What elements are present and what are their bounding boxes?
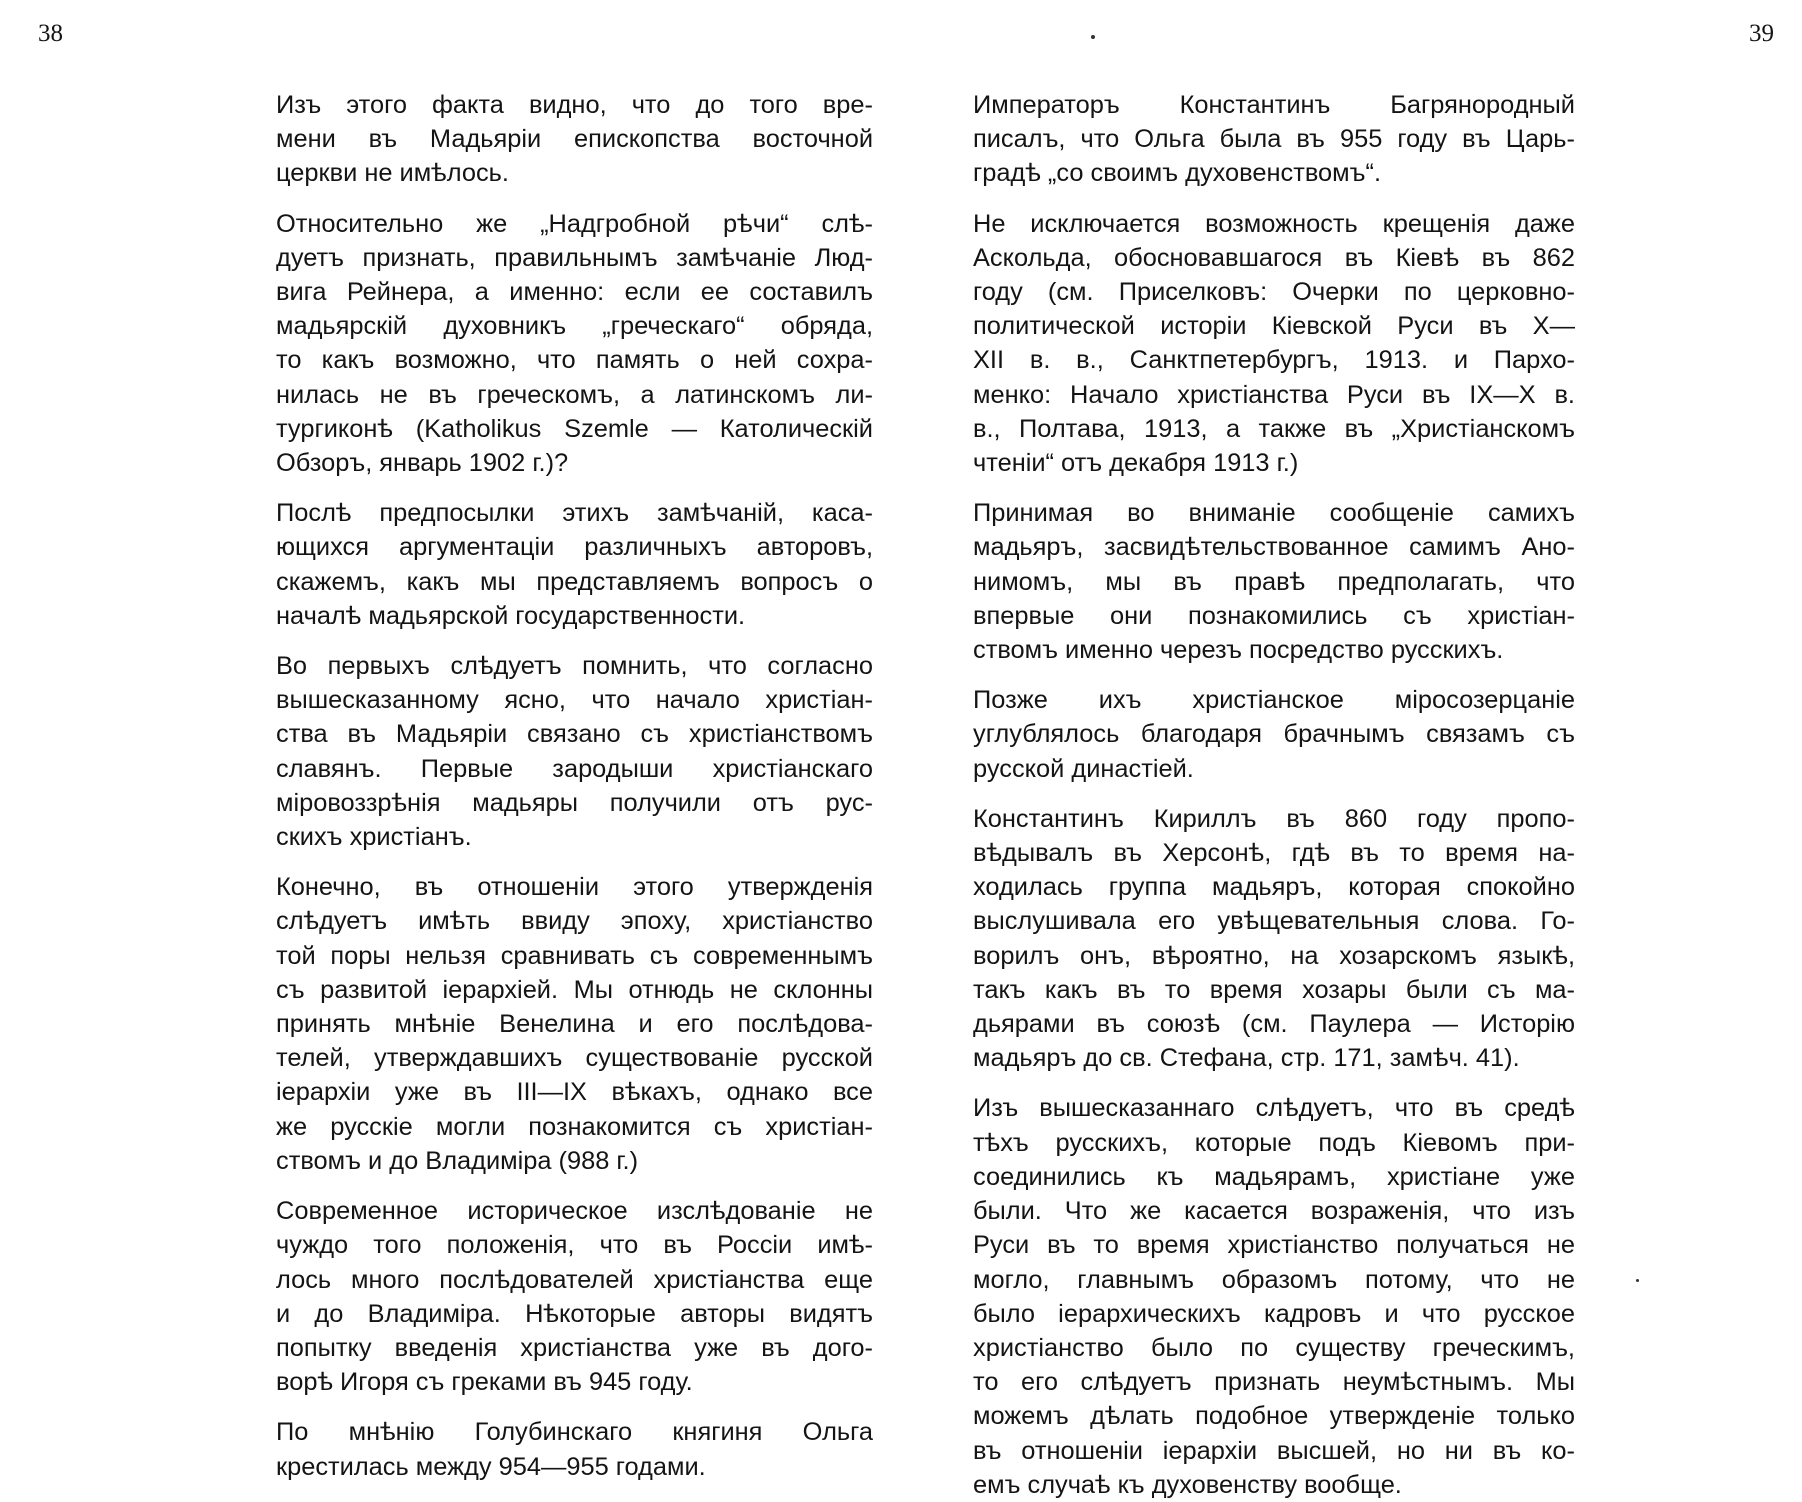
text-line: мадьяръ до св. Стефана, стр. 171, замѣч. 41). [973,1044,1520,1073]
text-line: и до Владиміра. Нѣкоторые авторы видятъ [276,1299,873,1328]
text-line: Конечно, въ отношеніи этого утвержденія [276,873,873,902]
text-line: ющихся аргументаціи различныхъ авторовъ, [276,533,873,562]
text-line: могло, главнымъ образомъ потому, что не [973,1265,1575,1294]
text-line: слѣдуетъ имѣть ввиду эпоху, христіанство [276,907,873,936]
text-line: Современное историческое изслѣдованіе не [276,1197,873,1226]
text-line: углублялось благодаря брачнымъ связамъ съ [973,720,1575,749]
text-line: Изъ этого факта видно, что до того вре- [276,91,873,119]
text-line: ства въ Мадьяріи связано съ христіанствомъ [276,720,873,749]
text-line: церкви не имѣлось. [276,159,509,188]
left-page-text [248,88,873,1484]
text-line: градѣ „со своимъ духовенствомъ“. [973,159,1381,188]
text-line: чтеніи“ отъ декабря 1913 г.) [973,449,1299,478]
text-line: нилась не въ греческомъ, а латинскомъ ли- [276,380,873,409]
text-line: Константинъ Кириллъ въ 860 году пропо- [973,804,1575,833]
text-line: соединились къ мадьярамъ, христіане уже [973,1162,1575,1191]
text-line: писалъ, что Ольга была въ 955 году въ Царь- [973,125,1575,154]
paragraph [945,207,1575,481]
text-line: чуждо того положенія, что въ Россіи имѣ- [276,1231,873,1260]
page-number-right: 39 [1749,20,1774,47]
text-line: крестилась между 954—955 годами. [276,1452,706,1481]
text-line: были. Что же касается возраженія, что изъ [973,1197,1575,1226]
print-speck [1091,35,1095,39]
paragraph [945,88,1575,191]
text-line: русской династіей. [973,754,1194,783]
text-line: XII в. в., Санктпетербургъ, 1913. и Пархо- [973,346,1575,375]
text-line: скажемъ, какъ мы представляемъ вопросъ о [276,567,873,596]
paragraph [945,802,1575,1076]
text-line: телей, утверждавшихъ существованіе русской [276,1044,873,1073]
text-line: мадьяръ, засвидѣтельствованное самимъ Ано- [973,533,1575,562]
text-line: мадьярскій духовникъ „греческаго“ обряда, [276,312,873,341]
paragraph [945,496,1575,667]
text-line: христіанство было по существу греческимъ, [973,1333,1575,1362]
text-line: впервые они познакомились съ христіан- [973,601,1575,630]
text-line: вига Рейнера, а именно: если ее составилъ [276,278,873,307]
text-line: славянъ. Первые зародыши христіанскаго [276,754,873,783]
text-line: емъ случаѣ къ духовенству вообще. [973,1470,1402,1499]
paragraph [248,649,873,854]
text-line: той поры нельзя сравнивать съ современнымъ [276,941,873,970]
text-line: политической исторіи Кіевской Руси въ X— [973,312,1575,341]
text-line: Обзоръ, январь 1902 г.)? [276,449,569,478]
text-line: началѣ мадьярской государственности. [276,601,746,630]
paragraph [248,1415,873,1483]
text-line: ствомъ именно черезъ посредство русскихъ. [973,636,1504,665]
text-line: принять мнѣніе Венелина и его послѣдова- [276,1010,873,1039]
text-line: въ отношеніи іерархіи высшей, но ни въ ко- [973,1436,1575,1465]
text-line: Аскольда, обосновавшагося въ Кіевѣ въ 862 [973,243,1575,272]
text-line: Относительно же „Надгробной рѣчи“ слѣ- [276,209,873,238]
text-line: Императоръ Константинъ Багрянородный [973,91,1575,119]
text-line: вѣдывалъ въ Херсонѣ, гдѣ въ то время на- [973,839,1575,868]
text-line: лось много послѣдователей христіанства еще [276,1265,873,1294]
text-line: Послѣ предпосылки этихъ замѣчаній, каса- [276,499,873,528]
paragraph [248,1194,873,1399]
text-line: менко: Начало христіанства Руси въ IX—X в. [973,380,1575,409]
text-line: то его слѣдуетъ признать неумѣстнымъ. Мы [973,1368,1575,1397]
text-line: то какъ возможно, что память о ней сохра- [276,346,873,375]
text-line: Принимая во вниманіе сообщеніе самихъ [973,499,1575,528]
text-line: такъ какъ въ то время хозары были съ ма- [973,975,1575,1004]
text-line: съ развитой іерархіей. Мы отнюдь не склонны [276,975,873,1004]
right-page-text [945,88,1575,1502]
text-line: Позже ихъ христіанское міросозерцаніе [973,686,1575,715]
text-line: было іерархическихъ кадровъ и что русское [973,1299,1575,1328]
text-line: нимомъ, мы въ правѣ предполагать, что [973,567,1575,596]
text-line: тѣхъ русскихъ, которые подъ Кіевомъ при- [973,1128,1575,1157]
print-speck [1636,1279,1639,1282]
text-line: Не исключается возможность крещенія даже [973,209,1575,238]
text-line: можемъ дѣлать подобное утвержденіе только [973,1402,1575,1431]
paragraph [945,683,1575,786]
text-line: іерархіи уже въ III—IX вѣкахъ, однако все [276,1078,873,1107]
text-line: скихъ христіанъ. [276,823,472,852]
text-line: ворѣ Игоря съ греками въ 945 году. [276,1368,693,1397]
text-line: ствомъ и до Владиміра (988 г.) [276,1146,639,1175]
page-number-left: 38 [38,20,63,47]
text-line: же русскіе могли познакомится съ христіан- [276,1112,873,1141]
text-line: ходилась группа мадьяръ, которая спокойно [973,873,1575,902]
text-line: в., Полтава, 1913, а также въ „Христіанскомъ [973,414,1575,443]
text-line: Руси въ то время христіанство получаться не [973,1231,1575,1260]
text-line: выслушивала его увѣщевательныя слова. Го- [973,907,1575,936]
paragraph [945,1091,1575,1501]
paragraph [248,496,873,633]
text-line: тургиконѣ (Katholikus Szemle — Католическій [276,414,873,443]
text-line: По мнѣнію Голубинскаго княгиня Ольга [276,1418,873,1447]
paragraph [248,207,873,481]
paragraph [248,88,873,191]
text-line: Во первыхъ слѣдуетъ помнить, что согласно [276,652,873,681]
text-line: ворилъ онъ, вѣроятно, на хозарскомъ языкѣ, [973,941,1575,970]
text-line: вышесказанному ясно, что начало христіан- [276,686,873,715]
text-line: мени въ Мадьяріи епископства восточной [276,125,873,154]
text-line: году (см. Приселковъ: Очерки по церковно- [973,278,1575,307]
text-line: Изъ вышесказаннаго слѣдуетъ, что въ средѣ [973,1094,1575,1123]
text-line: дьярами въ союзѣ (см. Паулера — Исторію [973,1010,1575,1039]
text-line: дуетъ признать, правильнымъ замѣчаніе Люд- [276,243,873,272]
text-line: міровоззрѣнія мадьяры получили отъ рус- [276,788,873,817]
paragraph [248,870,873,1178]
text-line: попытку введенія христіанства уже въ дого- [276,1333,873,1362]
